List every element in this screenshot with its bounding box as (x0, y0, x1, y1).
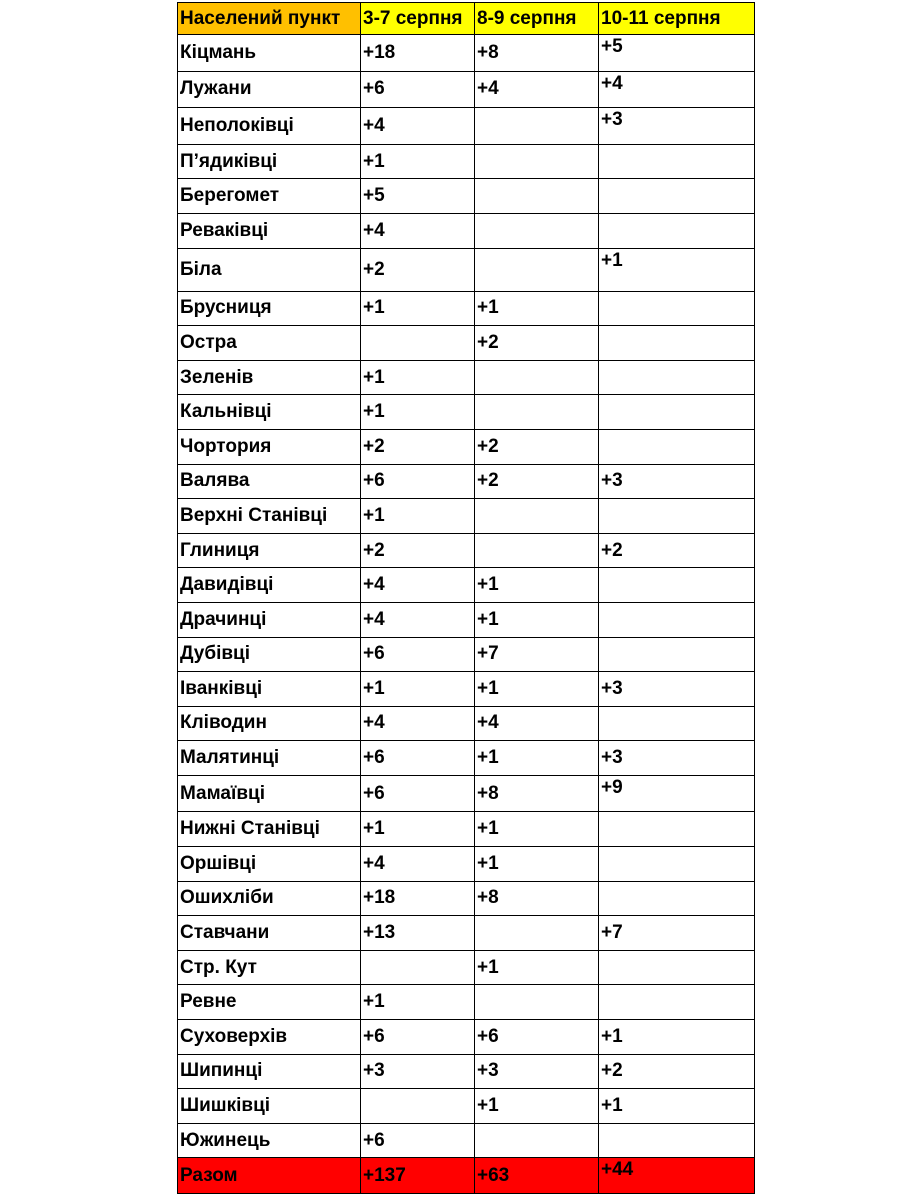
table-row (178, 1054, 755, 1089)
period-3-cell (599, 291, 755, 326)
table-row (178, 464, 755, 499)
period-3-cell (599, 360, 755, 395)
settlement-name-cell: Верхні Станівці (178, 499, 361, 534)
settlement-name-cell: Суховерхів (178, 1020, 361, 1055)
table-row (178, 144, 755, 179)
table-row (178, 568, 755, 603)
period-3-cell (599, 429, 755, 464)
table-row (178, 533, 755, 568)
period-3-cell: +4 (599, 71, 755, 108)
period-2-cell (475, 360, 599, 395)
period-1-cell: +18 (361, 35, 475, 72)
settlement-name-cell: Реваківці (178, 213, 361, 248)
settlement-name-cell: Лужани (178, 71, 361, 108)
table-row (178, 71, 755, 108)
period-2-cell: +2 (475, 464, 599, 499)
settlement-name-cell: Дубівці (178, 637, 361, 672)
period-2-cell: +1 (475, 1089, 599, 1124)
table-row (178, 1123, 755, 1158)
period-2-cell: +6 (475, 1020, 599, 1055)
period-3-cell: +3 (599, 741, 755, 776)
settlement-name-cell: Ставчани (178, 916, 361, 951)
settlement-name-cell: Давидівці (178, 568, 361, 603)
table-body (178, 35, 755, 1158)
period-1-cell: +6 (361, 464, 475, 499)
period-2-cell: +1 (475, 741, 599, 776)
period-3-cell (599, 326, 755, 361)
period-2-cell: +8 (475, 881, 599, 916)
period-3-cell (599, 499, 755, 534)
settlement-name-cell: П’ядиківці (178, 144, 361, 179)
header-period-3: 10-11 серпня (599, 3, 755, 35)
period-1-cell: +1 (361, 812, 475, 847)
period-3-cell: +9 (599, 775, 755, 812)
header-row (178, 3, 755, 35)
settlement-name-cell: Кальнівці (178, 395, 361, 430)
period-1-cell: +18 (361, 881, 475, 916)
period-1-cell: +1 (361, 499, 475, 534)
period-3-cell (599, 637, 755, 672)
period-1-cell: +2 (361, 533, 475, 568)
period-1-cell: +6 (361, 637, 475, 672)
period-1-cell: +2 (361, 429, 475, 464)
table-row (178, 395, 755, 430)
table-row (178, 812, 755, 847)
period-3-cell (599, 706, 755, 741)
settlement-name-cell: Брусниця (178, 291, 361, 326)
period-2-cell (475, 144, 599, 179)
period-1-cell: +6 (361, 1020, 475, 1055)
period-2-cell (475, 213, 599, 248)
period-3-cell: +3 (599, 464, 755, 499)
header-period-2: 8-9 серпня (475, 3, 599, 35)
settlement-name-cell: Глиниця (178, 533, 361, 568)
period-2-cell: +1 (475, 291, 599, 326)
table-row (178, 602, 755, 637)
settlement-name-cell: Шишківці (178, 1089, 361, 1124)
period-3-cell (599, 213, 755, 248)
period-1-cell: +6 (361, 741, 475, 776)
settlement-name-cell: Южинець (178, 1123, 361, 1158)
settlement-name-cell: Стр. Кут (178, 950, 361, 985)
period-1-cell (361, 950, 475, 985)
period-3-cell (599, 144, 755, 179)
settlements-table-container (177, 2, 754, 1194)
table-row (178, 179, 755, 214)
table-row (178, 429, 755, 464)
period-1-cell: +4 (361, 602, 475, 637)
period-1-cell: +1 (361, 291, 475, 326)
table-row (178, 499, 755, 534)
period-1-cell: +1 (361, 985, 475, 1020)
period-2-cell: +4 (475, 706, 599, 741)
header-period-1: 3-7 серпня (361, 3, 475, 35)
settlement-name-cell: Чортория (178, 429, 361, 464)
period-3-cell (599, 179, 755, 214)
period-3-cell: +3 (599, 108, 755, 145)
period-3-cell (599, 1123, 755, 1158)
period-1-cell: +1 (361, 672, 475, 707)
period-3-cell (599, 950, 755, 985)
period-3-cell (599, 881, 755, 916)
table-row (178, 1020, 755, 1055)
period-2-cell: +8 (475, 775, 599, 812)
period-1-cell: +4 (361, 213, 475, 248)
period-2-cell (475, 499, 599, 534)
table-row (178, 985, 755, 1020)
period-1-cell: +1 (361, 395, 475, 430)
period-3-cell: +2 (599, 1054, 755, 1089)
period-3-cell: +1 (599, 248, 755, 291)
period-3-cell (599, 847, 755, 882)
table-row (178, 326, 755, 361)
settlement-name-cell: Нижні Станівці (178, 812, 361, 847)
period-3-cell (599, 395, 755, 430)
period-3-cell: +1 (599, 1020, 755, 1055)
settlement-name-cell: Зеленів (178, 360, 361, 395)
settlement-name-cell: Біла (178, 248, 361, 291)
settlement-name-cell: Шипинці (178, 1054, 361, 1089)
settlement-name-cell: Драчинці (178, 602, 361, 637)
total-row (178, 1158, 755, 1194)
period-2-cell (475, 1123, 599, 1158)
period-1-cell: +6 (361, 71, 475, 108)
period-2-cell: +2 (475, 326, 599, 361)
settlement-name-cell: Кліводин (178, 706, 361, 741)
period-3-cell (599, 602, 755, 637)
table-row (178, 672, 755, 707)
period-1-cell: +4 (361, 847, 475, 882)
period-3-cell: +7 (599, 916, 755, 951)
table-row (178, 637, 755, 672)
period-3-cell: +2 (599, 533, 755, 568)
table-row (178, 950, 755, 985)
period-1-cell: +5 (361, 179, 475, 214)
period-2-cell: +4 (475, 71, 599, 108)
settlements-table (177, 2, 755, 1194)
period-1-cell: +6 (361, 1123, 475, 1158)
period-1-cell: +13 (361, 916, 475, 951)
period-2-cell: +1 (475, 568, 599, 603)
table-row (178, 108, 755, 145)
period-1-cell: +4 (361, 706, 475, 741)
period-2-cell (475, 179, 599, 214)
settlement-name-cell: Малятинці (178, 741, 361, 776)
table-row (178, 35, 755, 72)
settlement-name-cell: Ревне (178, 985, 361, 1020)
period-2-cell: +1 (475, 812, 599, 847)
settlement-name-cell: Оршівці (178, 847, 361, 882)
period-3-cell: +1 (599, 1089, 755, 1124)
period-2-cell (475, 916, 599, 951)
period-2-cell: +7 (475, 637, 599, 672)
period-3-cell (599, 985, 755, 1020)
period-2-cell: +3 (475, 1054, 599, 1089)
total-period-1: +137 (361, 1158, 475, 1194)
period-1-cell (361, 1089, 475, 1124)
period-3-cell (599, 568, 755, 603)
table-row (178, 248, 755, 291)
table-row (178, 291, 755, 326)
settlement-name-cell: Кіцмань (178, 35, 361, 72)
settlement-name-cell: Остра (178, 326, 361, 361)
period-2-cell: +1 (475, 602, 599, 637)
total-period-2: +63 (475, 1158, 599, 1194)
settlement-name-cell: Іванківці (178, 672, 361, 707)
period-1-cell: +4 (361, 108, 475, 145)
total-label: Разом (178, 1158, 361, 1194)
period-2-cell (475, 533, 599, 568)
table-row (178, 360, 755, 395)
period-1-cell (361, 326, 475, 361)
period-3-cell: +3 (599, 672, 755, 707)
table-row (178, 741, 755, 776)
table-row (178, 706, 755, 741)
period-2-cell: +1 (475, 950, 599, 985)
settlement-name-cell: Валява (178, 464, 361, 499)
period-2-cell: +1 (475, 672, 599, 707)
header-settlement: Населений пункт (178, 3, 361, 35)
period-1-cell: +1 (361, 360, 475, 395)
settlement-name-cell: Ошихліби (178, 881, 361, 916)
period-2-cell: +1 (475, 847, 599, 882)
period-2-cell: +8 (475, 35, 599, 72)
table-row (178, 881, 755, 916)
period-2-cell: +2 (475, 429, 599, 464)
settlement-name-cell: Берегомет (178, 179, 361, 214)
period-1-cell: +3 (361, 1054, 475, 1089)
period-3-cell: +5 (599, 35, 755, 72)
period-2-cell (475, 248, 599, 291)
period-1-cell: +4 (361, 568, 475, 603)
table-row (178, 1089, 755, 1124)
period-1-cell: +2 (361, 248, 475, 291)
total-period-3: +44 (599, 1158, 755, 1194)
settlement-name-cell: Мамаївці (178, 775, 361, 812)
table-row (178, 213, 755, 248)
period-2-cell (475, 108, 599, 145)
period-1-cell: +6 (361, 775, 475, 812)
table-row (178, 916, 755, 951)
period-1-cell: +1 (361, 144, 475, 179)
table-row (178, 775, 755, 812)
table-row (178, 847, 755, 882)
period-2-cell (475, 395, 599, 430)
period-2-cell (475, 985, 599, 1020)
settlement-name-cell: Неполоківці (178, 108, 361, 145)
period-3-cell (599, 812, 755, 847)
